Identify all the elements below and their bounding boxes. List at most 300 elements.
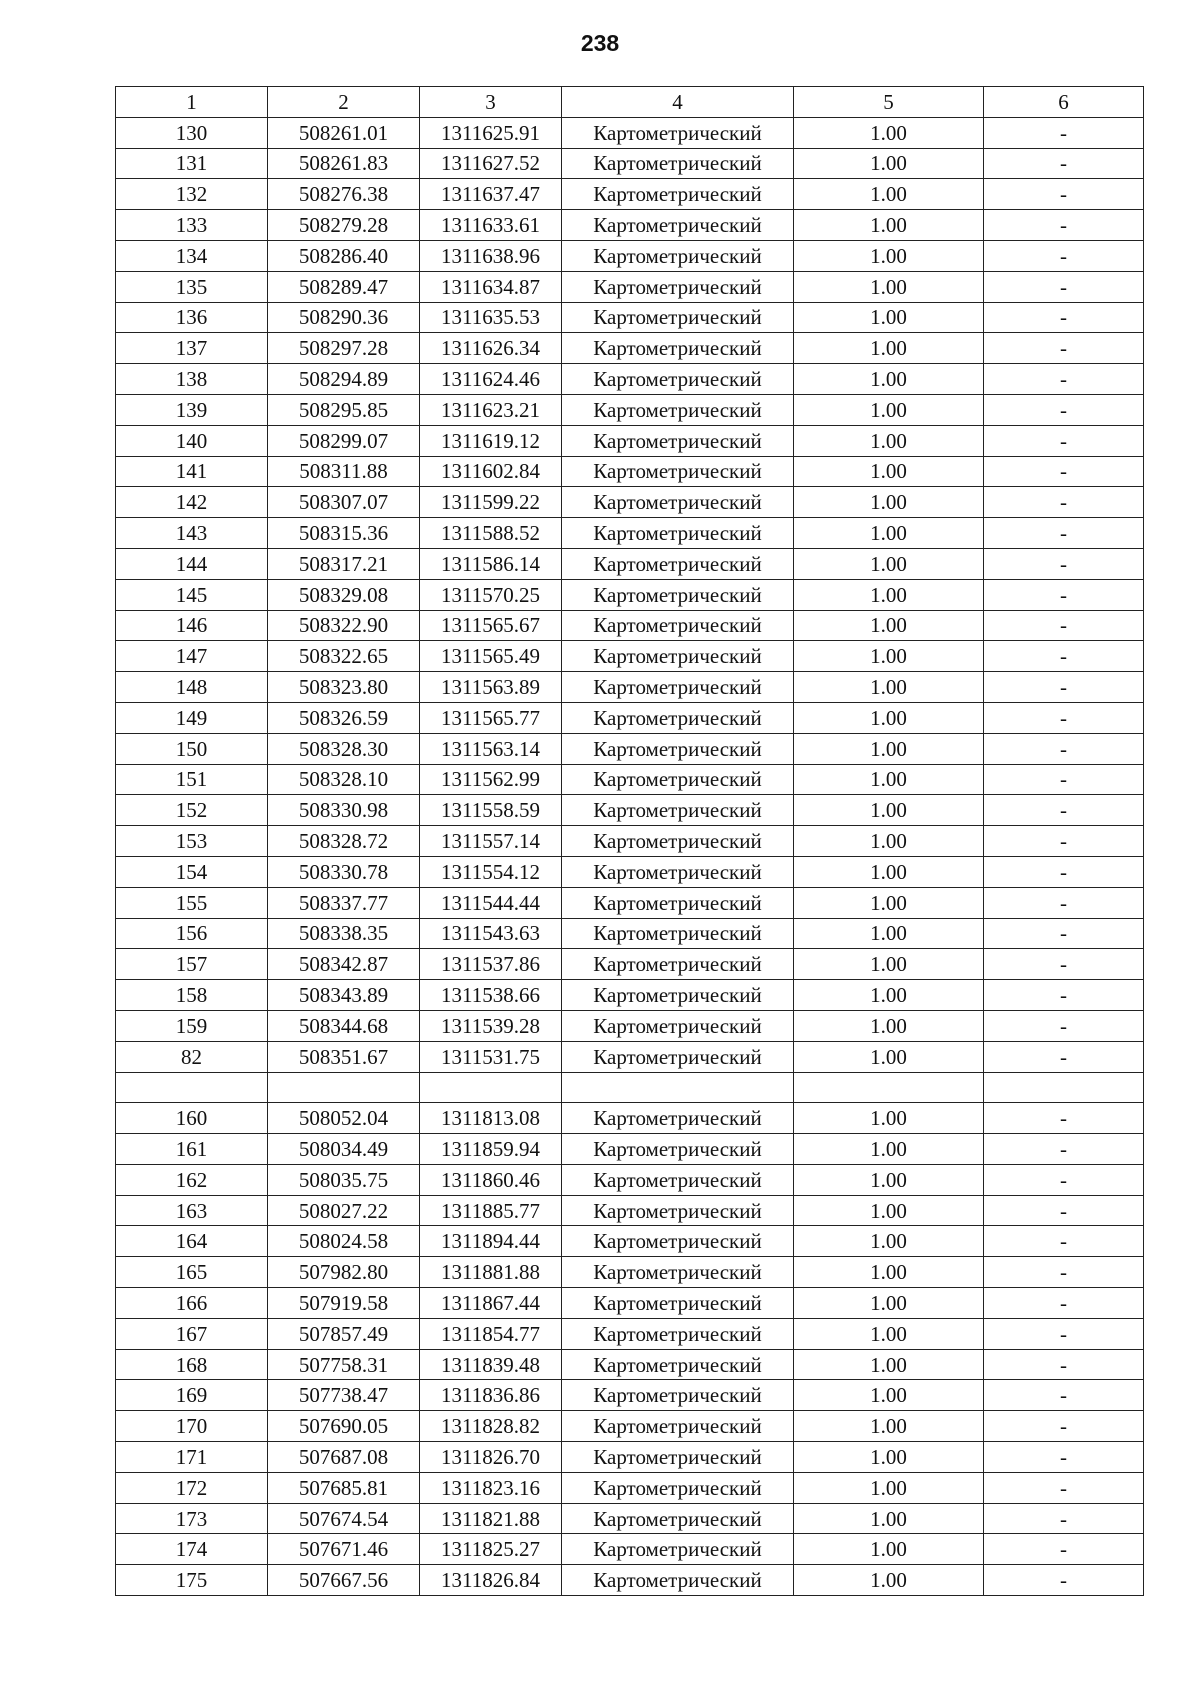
accuracy-cell: 1.00 <box>794 887 984 918</box>
method-cell: Картометрический <box>562 210 794 241</box>
method-cell: Картометрический <box>562 548 794 579</box>
x-coordinate-cell: 508276.38 <box>268 179 420 210</box>
point-number-cell: 159 <box>116 1010 268 1041</box>
table-row <box>116 271 1144 302</box>
accuracy-cell: 1.00 <box>794 548 984 579</box>
x-coordinate-cell: 508322.90 <box>268 610 420 641</box>
table-row <box>116 1226 1144 1257</box>
header-row <box>116 87 1144 118</box>
x-coordinate-cell: 508322.65 <box>268 641 420 672</box>
accuracy-cell: 1.00 <box>794 1472 984 1503</box>
table-row <box>116 764 1144 795</box>
description-cell: - <box>984 856 1144 887</box>
description-cell: - <box>984 1041 1144 1072</box>
column-header: 6 <box>984 87 1144 118</box>
description-cell: - <box>984 1503 1144 1534</box>
accuracy-cell: 1.00 <box>794 1288 984 1319</box>
point-number-cell: 148 <box>116 672 268 703</box>
point-number-cell: 137 <box>116 333 268 364</box>
y-coordinate-cell: 1311570.25 <box>420 579 562 610</box>
y-coordinate-cell: 1311565.77 <box>420 702 562 733</box>
accuracy-cell: 1.00 <box>794 641 984 672</box>
table-row <box>116 333 1144 364</box>
point-number-cell: 132 <box>116 179 268 210</box>
method-cell: Картометрический <box>562 240 794 271</box>
table-row <box>116 1164 1144 1195</box>
table-row <box>116 1503 1144 1534</box>
description-cell: - <box>984 1257 1144 1288</box>
x-coordinate-cell: 508344.68 <box>268 1010 420 1041</box>
x-coordinate-cell: 508342.87 <box>268 949 420 980</box>
method-cell: Картометрический <box>562 702 794 733</box>
accuracy-cell: 1.00 <box>794 702 984 733</box>
y-coordinate-cell: 1311624.46 <box>420 364 562 395</box>
description-cell: - <box>984 918 1144 949</box>
method-cell: Картометрический <box>562 117 794 148</box>
x-coordinate-cell: 507674.54 <box>268 1503 420 1534</box>
method-cell: Картометрический <box>562 456 794 487</box>
point-number-cell: 130 <box>116 117 268 148</box>
x-coordinate-cell: 508261.83 <box>268 148 420 179</box>
description-cell: - <box>984 1010 1144 1041</box>
accuracy-cell: 1.00 <box>794 1318 984 1349</box>
x-coordinate-cell: 508307.07 <box>268 487 420 518</box>
x-coordinate-cell: 508328.10 <box>268 764 420 795</box>
table-row <box>116 887 1144 918</box>
description-cell: - <box>984 1103 1144 1134</box>
table-row <box>116 1349 1144 1380</box>
method-cell: Картометрический <box>562 1411 794 1442</box>
method-cell: Картометрический <box>562 364 794 395</box>
method-cell: Картометрический <box>562 949 794 980</box>
y-coordinate-cell: 1311586.14 <box>420 548 562 579</box>
description-cell: - <box>984 579 1144 610</box>
x-coordinate-cell: 508299.07 <box>268 425 420 456</box>
point-number-cell: 139 <box>116 394 268 425</box>
y-coordinate-cell: 1311836.86 <box>420 1380 562 1411</box>
table-body <box>116 87 1144 1596</box>
table-row <box>116 1257 1144 1288</box>
table-row <box>116 579 1144 610</box>
y-coordinate-cell: 1311885.77 <box>420 1195 562 1226</box>
y-coordinate-cell: 1311565.67 <box>420 610 562 641</box>
table-row <box>116 1134 1144 1165</box>
x-coordinate-cell: 507671.46 <box>268 1534 420 1565</box>
table-row <box>116 918 1144 949</box>
x-coordinate-cell: 507758.31 <box>268 1349 420 1380</box>
y-coordinate-cell: 1311588.52 <box>420 518 562 549</box>
y-coordinate-cell: 1311854.77 <box>420 1318 562 1349</box>
point-number-cell: 136 <box>116 302 268 333</box>
description-cell: - <box>984 364 1144 395</box>
y-coordinate-cell: 1311543.63 <box>420 918 562 949</box>
point-number-cell: 165 <box>116 1257 268 1288</box>
method-cell: Картометрический <box>562 1442 794 1473</box>
y-coordinate-cell: 1311623.21 <box>420 394 562 425</box>
description-cell: - <box>984 487 1144 518</box>
point-number-cell: 131 <box>116 148 268 179</box>
description-cell: - <box>984 1164 1144 1195</box>
table-row <box>116 1041 1144 1072</box>
y-coordinate-cell: 1311894.44 <box>420 1226 562 1257</box>
accuracy-cell: 1.00 <box>794 1442 984 1473</box>
y-coordinate-cell: 1311826.84 <box>420 1565 562 1596</box>
x-coordinate-cell: 508286.40 <box>268 240 420 271</box>
table-row <box>116 179 1144 210</box>
table-row <box>116 548 1144 579</box>
table-row <box>116 117 1144 148</box>
accuracy-cell: 1.00 <box>794 1349 984 1380</box>
table-row <box>116 394 1144 425</box>
y-coordinate-cell: 1311635.53 <box>420 302 562 333</box>
method-cell: Картометрический <box>562 1103 794 1134</box>
y-coordinate-cell: 1311637.47 <box>420 179 562 210</box>
x-coordinate-cell: 508315.36 <box>268 518 420 549</box>
description-cell: - <box>984 641 1144 672</box>
description-cell: - <box>984 240 1144 271</box>
table-row <box>116 702 1144 733</box>
point-number-cell: 175 <box>116 1565 268 1596</box>
accuracy-cell: 1.00 <box>794 1257 984 1288</box>
method-cell: Картометрический <box>562 918 794 949</box>
accuracy-cell: 1.00 <box>794 764 984 795</box>
description-cell: - <box>984 1226 1144 1257</box>
y-coordinate-cell: 1311563.14 <box>420 733 562 764</box>
accuracy-cell: 1.00 <box>794 1565 984 1596</box>
description-cell: - <box>984 1349 1144 1380</box>
table-row <box>116 949 1144 980</box>
table-row <box>116 1103 1144 1134</box>
accuracy-cell: 1.00 <box>794 1195 984 1226</box>
description-cell: - <box>984 1195 1144 1226</box>
x-coordinate-cell: 508329.08 <box>268 579 420 610</box>
method-cell: Картометрический <box>562 610 794 641</box>
y-coordinate-cell: 1311626.34 <box>420 333 562 364</box>
method-cell: Картометрический <box>562 641 794 672</box>
table-row <box>116 641 1144 672</box>
y-coordinate-cell: 1311860.46 <box>420 1164 562 1195</box>
y-coordinate-cell: 1311625.91 <box>420 117 562 148</box>
method-cell: Картометрический <box>562 1565 794 1596</box>
method-cell: Картометрический <box>562 826 794 857</box>
point-number-cell: 169 <box>116 1380 268 1411</box>
y-coordinate-cell: 1311638.96 <box>420 240 562 271</box>
x-coordinate-cell: 508295.85 <box>268 394 420 425</box>
y-coordinate-cell: 1311563.89 <box>420 672 562 703</box>
point-number-cell: 143 <box>116 518 268 549</box>
y-coordinate-cell: 1311813.08 <box>420 1103 562 1134</box>
method-cell: Картометрический <box>562 887 794 918</box>
method-cell: Картометрический <box>562 425 794 456</box>
y-coordinate-cell: 1311544.44 <box>420 887 562 918</box>
description-cell: - <box>984 1288 1144 1319</box>
point-number-cell: 150 <box>116 733 268 764</box>
point-number-cell: 174 <box>116 1534 268 1565</box>
column-header: 1 <box>116 87 268 118</box>
accuracy-cell: 1.00 <box>794 856 984 887</box>
point-number-cell: 164 <box>116 1226 268 1257</box>
table-row <box>116 795 1144 826</box>
description-cell: - <box>984 148 1144 179</box>
x-coordinate-cell: 507690.05 <box>268 1411 420 1442</box>
description-cell: - <box>984 1534 1144 1565</box>
table-row <box>116 1195 1144 1226</box>
method-cell: Картометрический <box>562 980 794 1011</box>
method-cell: Картометрический <box>562 856 794 887</box>
description-cell: - <box>984 826 1144 857</box>
point-number-cell: 168 <box>116 1349 268 1380</box>
method-cell: Картометрический <box>562 333 794 364</box>
accuracy-cell: 1.00 <box>794 302 984 333</box>
x-coordinate-cell: 507982.80 <box>268 1257 420 1288</box>
description-cell: - <box>984 1380 1144 1411</box>
method-cell: Картометрический <box>562 1134 794 1165</box>
x-coordinate-cell: 508024.58 <box>268 1226 420 1257</box>
description-cell: - <box>984 702 1144 733</box>
y-coordinate-cell: 1311821.88 <box>420 1503 562 1534</box>
method-cell: Картометрический <box>562 394 794 425</box>
method-cell: Картометрический <box>562 672 794 703</box>
table-row <box>116 1534 1144 1565</box>
x-coordinate-cell: 507738.47 <box>268 1380 420 1411</box>
description-cell: - <box>984 733 1144 764</box>
point-number-cell: 166 <box>116 1288 268 1319</box>
table-row <box>116 456 1144 487</box>
table-row <box>116 1318 1144 1349</box>
accuracy-cell: 1.00 <box>794 1164 984 1195</box>
table-row <box>116 487 1144 518</box>
table-row <box>116 856 1144 887</box>
accuracy-cell: 1.00 <box>794 1411 984 1442</box>
y-coordinate-cell: 1311828.82 <box>420 1411 562 1442</box>
description-cell: - <box>984 980 1144 1011</box>
method-cell: Картометрический <box>562 179 794 210</box>
point-number-cell: 147 <box>116 641 268 672</box>
description-cell: - <box>984 1472 1144 1503</box>
y-coordinate-cell: 1311627.52 <box>420 148 562 179</box>
accuracy-cell: 1.00 <box>794 364 984 395</box>
point-number-cell: 155 <box>116 887 268 918</box>
point-number-cell: 82 <box>116 1041 268 1072</box>
y-coordinate-cell: 1311557.14 <box>420 826 562 857</box>
accuracy-cell <box>794 1072 984 1103</box>
method-cell: Картометрический <box>562 1010 794 1041</box>
method-cell <box>562 1072 794 1103</box>
y-coordinate-cell: 1311619.12 <box>420 425 562 456</box>
y-coordinate-cell: 1311633.61 <box>420 210 562 241</box>
accuracy-cell: 1.00 <box>794 1534 984 1565</box>
x-coordinate-cell: 508343.89 <box>268 980 420 1011</box>
x-coordinate-cell: 508290.36 <box>268 302 420 333</box>
table-row <box>116 302 1144 333</box>
method-cell: Картометрический <box>562 1318 794 1349</box>
method-cell: Картометрический <box>562 1041 794 1072</box>
method-cell: Картометрический <box>562 1195 794 1226</box>
point-number-cell: 133 <box>116 210 268 241</box>
point-number-cell: 160 <box>116 1103 268 1134</box>
x-coordinate-cell: 507687.08 <box>268 1442 420 1473</box>
accuracy-cell: 1.00 <box>794 1226 984 1257</box>
y-coordinate-cell: 1311538.66 <box>420 980 562 1011</box>
x-coordinate-cell: 508330.98 <box>268 795 420 826</box>
y-coordinate-cell <box>420 1072 562 1103</box>
accuracy-cell: 1.00 <box>794 795 984 826</box>
y-coordinate-cell: 1311558.59 <box>420 795 562 826</box>
column-header: 4 <box>562 87 794 118</box>
accuracy-cell: 1.00 <box>794 826 984 857</box>
point-number-cell: 141 <box>116 456 268 487</box>
y-coordinate-cell: 1311881.88 <box>420 1257 562 1288</box>
accuracy-cell: 1.00 <box>794 672 984 703</box>
description-cell: - <box>984 271 1144 302</box>
x-coordinate-cell: 508328.30 <box>268 733 420 764</box>
method-cell: Картометрический <box>562 579 794 610</box>
accuracy-cell: 1.00 <box>794 271 984 302</box>
point-number-cell: 156 <box>116 918 268 949</box>
x-coordinate-cell: 507685.81 <box>268 1472 420 1503</box>
method-cell: Картометрический <box>562 1503 794 1534</box>
point-number-cell: 154 <box>116 856 268 887</box>
description-cell: - <box>984 1134 1144 1165</box>
y-coordinate-cell: 1311825.27 <box>420 1534 562 1565</box>
table-row <box>116 1380 1144 1411</box>
point-number-cell: 138 <box>116 364 268 395</box>
coordinates-table <box>115 86 1144 1596</box>
accuracy-cell: 1.00 <box>794 1041 984 1072</box>
accuracy-cell: 1.00 <box>794 148 984 179</box>
accuracy-cell: 1.00 <box>794 333 984 364</box>
point-number-cell: 134 <box>116 240 268 271</box>
description-cell: - <box>984 210 1144 241</box>
description-cell: - <box>984 887 1144 918</box>
page-number: 238 <box>580 30 620 56</box>
point-number-cell: 162 <box>116 1164 268 1195</box>
table-row <box>116 980 1144 1011</box>
x-coordinate-cell: 508052.04 <box>268 1103 420 1134</box>
accuracy-cell: 1.00 <box>794 487 984 518</box>
accuracy-cell: 1.00 <box>794 610 984 641</box>
description-cell: - <box>984 1442 1144 1473</box>
accuracy-cell: 1.00 <box>794 394 984 425</box>
accuracy-cell: 1.00 <box>794 733 984 764</box>
column-header: 3 <box>420 87 562 118</box>
point-number-cell: 152 <box>116 795 268 826</box>
y-coordinate-cell: 1311537.86 <box>420 949 562 980</box>
point-number-cell: 135 <box>116 271 268 302</box>
x-coordinate-cell: 507857.49 <box>268 1318 420 1349</box>
description-cell: - <box>984 425 1144 456</box>
point-number-cell: 163 <box>116 1195 268 1226</box>
accuracy-cell: 1.00 <box>794 210 984 241</box>
y-coordinate-cell: 1311565.49 <box>420 641 562 672</box>
table-row <box>116 148 1144 179</box>
method-cell: Картометрический <box>562 487 794 518</box>
x-coordinate-cell: 508035.75 <box>268 1164 420 1195</box>
accuracy-cell: 1.00 <box>794 1010 984 1041</box>
table-row <box>116 240 1144 271</box>
accuracy-cell: 1.00 <box>794 425 984 456</box>
method-cell: Картометрический <box>562 1257 794 1288</box>
method-cell: Картометрический <box>562 1164 794 1195</box>
table-row <box>116 518 1144 549</box>
method-cell: Картометрический <box>562 518 794 549</box>
point-number-cell: 151 <box>116 764 268 795</box>
x-coordinate-cell: 508279.28 <box>268 210 420 241</box>
point-number-cell: 167 <box>116 1318 268 1349</box>
y-coordinate-cell: 1311839.48 <box>420 1349 562 1380</box>
description-cell: - <box>984 333 1144 364</box>
point-number-cell: 157 <box>116 949 268 980</box>
description-cell: - <box>984 117 1144 148</box>
table-row <box>116 826 1144 857</box>
method-cell: Картометрический <box>562 1472 794 1503</box>
table-row <box>116 1288 1144 1319</box>
x-coordinate-cell: 508289.47 <box>268 271 420 302</box>
description-cell: - <box>984 795 1144 826</box>
x-coordinate-cell: 508328.72 <box>268 826 420 857</box>
accuracy-cell: 1.00 <box>794 1380 984 1411</box>
point-number-cell: 145 <box>116 579 268 610</box>
description-cell: - <box>984 610 1144 641</box>
description-cell: - <box>984 764 1144 795</box>
point-number-cell: 170 <box>116 1411 268 1442</box>
description-cell: - <box>984 518 1144 549</box>
x-coordinate-cell: 508027.22 <box>268 1195 420 1226</box>
y-coordinate-cell: 1311602.84 <box>420 456 562 487</box>
x-coordinate-cell: 508351.67 <box>268 1041 420 1072</box>
point-number-cell: 146 <box>116 610 268 641</box>
y-coordinate-cell: 1311599.22 <box>420 487 562 518</box>
point-number-cell: 172 <box>116 1472 268 1503</box>
accuracy-cell: 1.00 <box>794 949 984 980</box>
table-row <box>116 1442 1144 1473</box>
accuracy-cell: 1.00 <box>794 456 984 487</box>
x-coordinate-cell: 508034.49 <box>268 1134 420 1165</box>
table-row <box>116 425 1144 456</box>
accuracy-cell: 1.00 <box>794 1103 984 1134</box>
y-coordinate-cell: 1311531.75 <box>420 1041 562 1072</box>
x-coordinate-cell: 508297.28 <box>268 333 420 364</box>
table-row <box>116 1472 1144 1503</box>
table-row <box>116 364 1144 395</box>
point-number-cell: 173 <box>116 1503 268 1534</box>
column-header: 5 <box>794 87 984 118</box>
accuracy-cell: 1.00 <box>794 518 984 549</box>
x-coordinate-cell <box>268 1072 420 1103</box>
accuracy-cell: 1.00 <box>794 117 984 148</box>
accuracy-cell: 1.00 <box>794 1134 984 1165</box>
x-coordinate-cell: 508261.01 <box>268 117 420 148</box>
y-coordinate-cell: 1311554.12 <box>420 856 562 887</box>
point-number-cell: 149 <box>116 702 268 733</box>
x-coordinate-cell: 508330.78 <box>268 856 420 887</box>
table-row <box>116 610 1144 641</box>
method-cell: Картометрический <box>562 1534 794 1565</box>
y-coordinate-cell: 1311826.70 <box>420 1442 562 1473</box>
method-cell: Картометрический <box>562 764 794 795</box>
point-number-cell: 161 <box>116 1134 268 1165</box>
x-coordinate-cell: 508338.35 <box>268 918 420 949</box>
description-cell: - <box>984 456 1144 487</box>
description-cell: - <box>984 302 1144 333</box>
table-row <box>116 1565 1144 1596</box>
method-cell: Картометрический <box>562 271 794 302</box>
table-row <box>116 733 1144 764</box>
description-cell: - <box>984 672 1144 703</box>
method-cell: Картометрический <box>562 1226 794 1257</box>
method-cell: Картометрический <box>562 733 794 764</box>
point-number-cell: 171 <box>116 1442 268 1473</box>
